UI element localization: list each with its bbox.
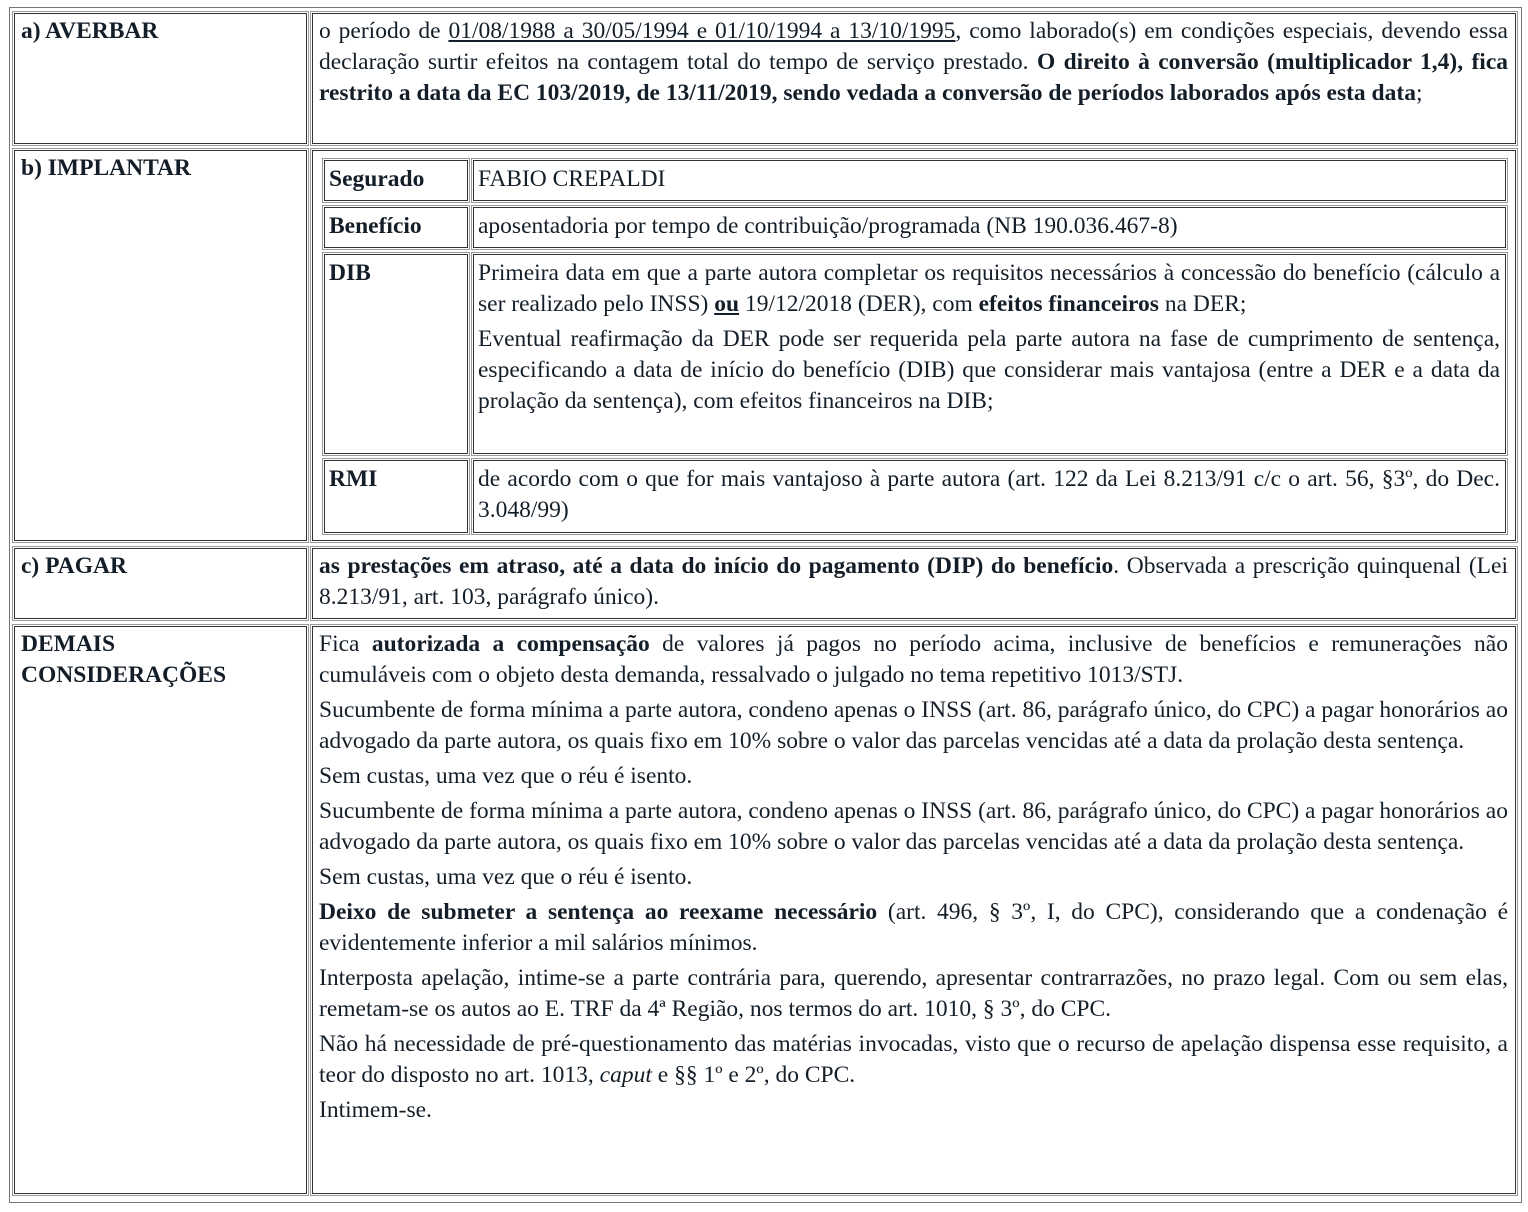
- appeal-paragraph: Interposta apelação, intime-se a parte contrária para, querendo, apresentar contrarrazões, no prazo legal. Com ou sem elas, remetam-se os autos ao E. TRF da 4ª Região, nos termos do art. 1010, § 3º, do CPC.: [319, 965, 1508, 1022]
- fees-paragraph: Sucumbente de forma mínima a parte autora, condeno apenas o INSS (art. 86, parágrafo único, do CPC) a pagar honorários ao advogado da parte autora, os quais fixo em 10% sobre o valor das parcelas vencidas até a data da prolação desta sentença.: [319, 697, 1508, 754]
- implantar-label: b) IMPLANTAR: [14, 150, 307, 541]
- rmi-value: de acordo com o que for mais vantajoso à parte autora (art. 122 da Lei 8.213/91 c/c o art. 56, §3º, do Dec. 3.048/99): [473, 460, 1506, 533]
- demais-label: DEMAIS CONSIDERAÇÕES: [14, 626, 307, 1194]
- averbar-label: a) AVERBAR: [14, 13, 307, 144]
- fees-paragraph-repeat: Sucumbente de forma mínima a parte autora, condeno apenas o INSS (art. 86, parágrafo único, do CPC) a pagar honorários ao advogado da parte autora, os quais fixo em 10% sobre o valor das parcelas vencidas até a data da prolação desta sentença.: [319, 798, 1508, 855]
- beneficio-label: Benefício: [324, 207, 468, 248]
- costs-paragraph: Sem custas, uma vez que o réu é isento.: [319, 763, 693, 789]
- rmi-label: RMI: [324, 460, 468, 533]
- closing-paragraph: Intimem-se.: [319, 1097, 432, 1123]
- pagar-label: c) PAGAR: [14, 548, 307, 619]
- demais-content: [312, 626, 1516, 1194]
- segurado-value: FABIO CREPALDI: [473, 160, 1506, 201]
- segurado-label: Segurado: [324, 160, 468, 201]
- costs-paragraph-repeat: Sem custas, uma vez que o réu é isento.: [319, 864, 693, 890]
- prequestioning-paragraph: Não há necessidade de pré-questionamento das matérias invocadas, visto que o recurso de apelação dispensa esse requisito, a teor do disposto no art. 1013, caput e §§ 1º e 2º, do CPC.: [319, 1031, 1508, 1088]
- pagar-content: as prestações em atraso, até a data do início do pagamento (DIP) do benefício. Observada a prescrição quinquenal (Lei 8.213/91, art. 103, parágrafo único).: [312, 548, 1516, 619]
- averbar-dates: 01/08/1988 a 30/05/1994 e 01/10/1994 a 13/10/1995: [448, 18, 956, 44]
- dib-label: DIB: [324, 254, 468, 454]
- averbar-content: o período de 01/08/1988 a 30/05/1994 e 01/10/1994 a 13/10/1995, como laborado(s) em condições especiais, devendo essa declaração surtir efeitos na contagem total do tempo de serviço prestado. O direito à conversão (multiplicador 1,4), fica restrito a data da EC 103/2019, de 13/11/2019, sendo vedada a conversão de períodos laborados após esta data;: [312, 13, 1516, 144]
- dib-value: [473, 254, 1506, 454]
- dib-paragraph-2: Eventual reafirmação da DER pode ser requerida pela parte autora na fase de cumprimento de sentença, especificando a data de início do benefício (DIB) que considerar mais vantajosa (entre a DER e a data da prolação da sentença), com efeitos financeiros na DIB;: [478, 326, 1500, 414]
- dib-paragraph-1: Primeira data em que a parte autora completar os requisitos necessários à concessão do benefício (cálculo a ser realizado pelo INSS) ou 19/12/2018 (DER), com efeitos financeiros na DER;: [478, 260, 1500, 317]
- averbar-conversion-note: O direito à conversão (multiplicador 1,4), fica restrito a data da EC 103/2019, de 13/11/2019, sendo vedada a conversão de períodos laborados após esta data: [319, 49, 1508, 106]
- beneficio-value: aposentadoria por tempo de contribuição/programada (NB 190.036.467-8): [473, 207, 1506, 248]
- reexame-paragraph: Deixo de submeter a sentença ao reexame necessário (art. 496, § 3º, I, do CPC), considerando que a condenação é evidentemente inferior a mil salários mínimos.: [319, 899, 1509, 956]
- compensation-paragraph: Fica autorizada a compensação de valores já pagos no período acima, inclusive de benefícios e remunerações não cumuláveis com o objeto desta demanda, ressalvado o julgado no tema repetitivo 1013/STJ.: [319, 631, 1508, 688]
